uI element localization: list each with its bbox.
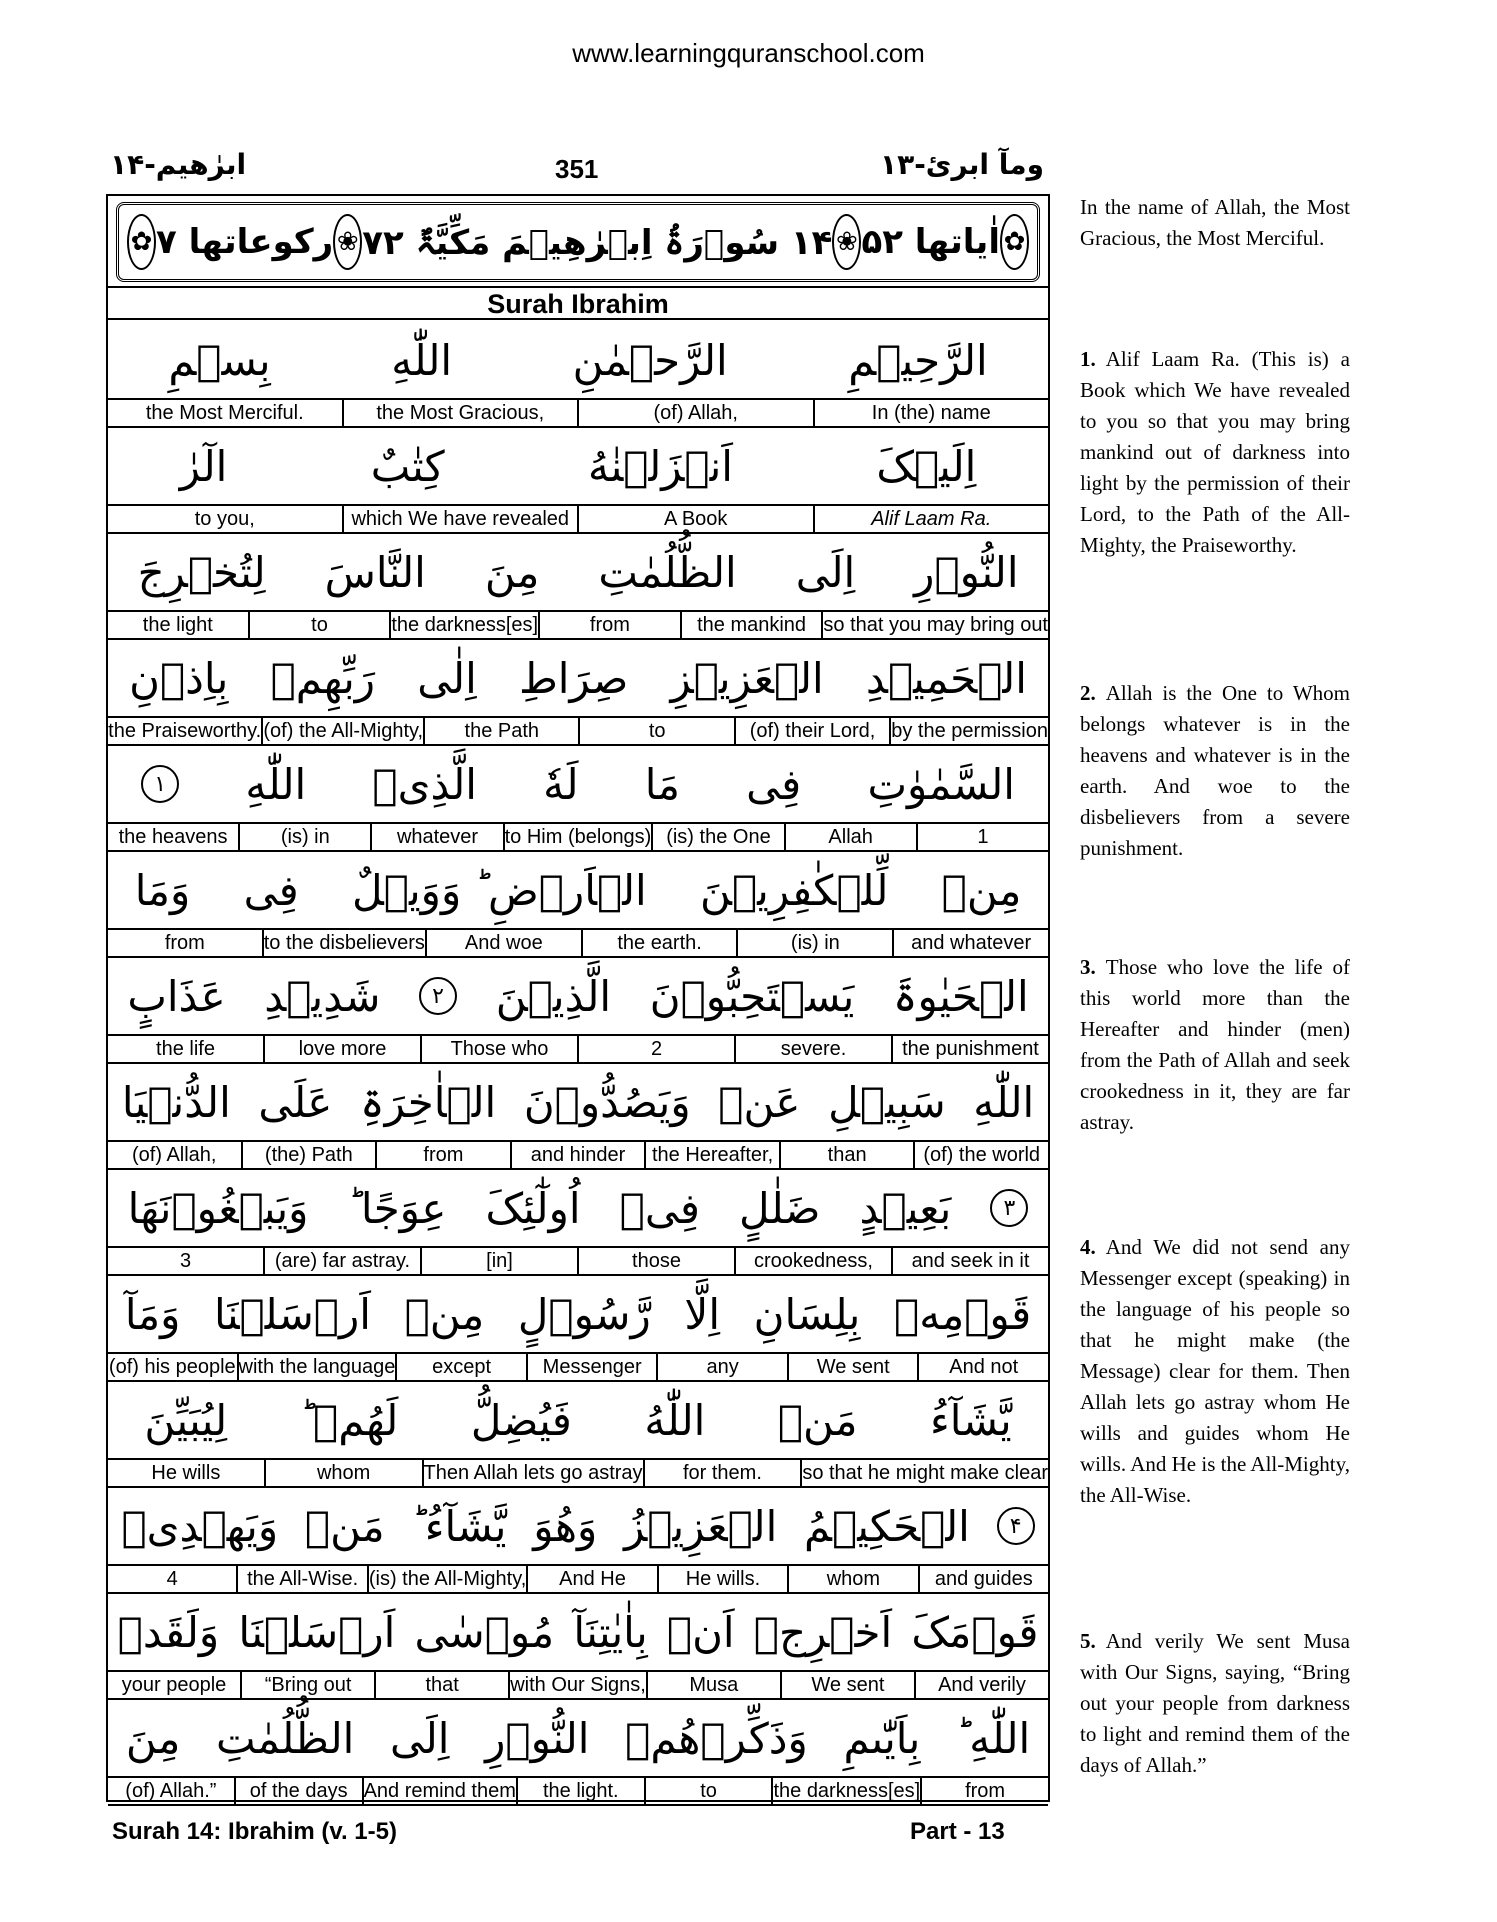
translation-text: Alif Laam Ra. (This is) a Book which We have revealed to you so that you may bring mankind out of darkness into light by the permission of their Lord, to the Path of the All-Mighty, the Praiseworthy. bbox=[1080, 347, 1350, 557]
word-translation: Messenger bbox=[526, 1354, 657, 1380]
ornament-icon: ✿ bbox=[1000, 214, 1029, 270]
verse-number: 1. bbox=[1080, 347, 1096, 371]
word-translation: the earth. bbox=[581, 930, 737, 956]
header-surah-name: ابرٰهیم-۱۴ bbox=[110, 148, 247, 181]
word-translation: and seek in it bbox=[891, 1248, 1048, 1274]
arabic-word: بِسۡمِ bbox=[168, 335, 271, 385]
translation-paragraph bbox=[1080, 1626, 1350, 1781]
arabic-word: الٓرٰ bbox=[179, 441, 228, 491]
arabic-word: عَذَابٍ bbox=[127, 971, 226, 1021]
arabic-word: اَرۡسَلۡنَا bbox=[238, 1607, 396, 1657]
translation-text: And verily We sent Musa with Our Signs, saying, “Bring out your people from darkness to light and remind them of the days of Allah.” bbox=[1080, 1629, 1350, 1777]
arabic-word: مِنَ bbox=[484, 547, 540, 597]
verse-row bbox=[108, 640, 1048, 748]
word-translation: Musa bbox=[646, 1672, 780, 1698]
arabic-word: وَیَهۡدِیۡ bbox=[121, 1501, 279, 1551]
word-translation: from bbox=[375, 1142, 510, 1168]
word-translation: He wills bbox=[151, 1462, 221, 1484]
verse-row bbox=[108, 1170, 1048, 1278]
arabic-word: صِرَاطِ bbox=[518, 653, 629, 703]
word-translation: (is) the One bbox=[651, 824, 783, 850]
arabic-words bbox=[108, 534, 1048, 612]
arabic-word: مِنَ bbox=[125, 1713, 181, 1763]
arabic-word: بِلِسَانِ bbox=[753, 1289, 861, 1339]
arabic-words bbox=[108, 322, 1048, 400]
arabic-word: عَلَی bbox=[258, 1077, 333, 1127]
word-translation: 1 bbox=[916, 824, 1048, 850]
arabic-word: اِلٰی bbox=[417, 653, 477, 703]
word-translation: (are) far astray. bbox=[263, 1248, 420, 1274]
arabic-word: قَوۡمَکَ bbox=[911, 1607, 1039, 1657]
arabic-word: بِاَیّٰىمِ bbox=[843, 1713, 921, 1763]
verse-row bbox=[108, 428, 1048, 536]
arabic-word: الرَّحِیۡمِ bbox=[848, 335, 988, 385]
footer-part: Part - 13 bbox=[910, 1818, 1005, 1845]
word-translation: We sent bbox=[787, 1354, 918, 1380]
word-translation: We sent bbox=[780, 1672, 914, 1698]
word-translations bbox=[108, 612, 1048, 640]
word-translation: (of) their Lord, bbox=[734, 718, 889, 744]
word-translation: from bbox=[538, 612, 680, 638]
word-translation: to the disbelievers bbox=[263, 932, 425, 954]
header-part-name: ومآ ابرئ-۱۳ bbox=[880, 148, 1045, 181]
arabic-words bbox=[108, 1064, 1048, 1142]
word-translation: so that he might make clear bbox=[802, 1462, 1048, 1484]
arabic-word: السَّمٰوٰتِ bbox=[867, 759, 1015, 809]
verse-row bbox=[108, 1064, 1048, 1172]
word-translation: (the) Path bbox=[241, 1142, 376, 1168]
arabic-word: النُّوۡرِ bbox=[485, 1713, 590, 1763]
verse-row bbox=[108, 1594, 1048, 1702]
arabic-word: رَّسُوۡلٍ bbox=[517, 1289, 651, 1339]
arabic-word: مَا bbox=[644, 759, 680, 809]
arabic-word: ضَلٰلٍ bbox=[739, 1183, 821, 1233]
arabic-words bbox=[108, 1170, 1048, 1248]
arabic-words bbox=[108, 1382, 1048, 1460]
verse-row bbox=[108, 1700, 1048, 1808]
word-translation: the Path bbox=[423, 718, 578, 744]
arabic-word: مَنۡ bbox=[304, 1501, 385, 1551]
word-translation: severe. bbox=[734, 1036, 891, 1062]
word-translation: 3 bbox=[179, 1250, 192, 1272]
word-translations bbox=[108, 1566, 1048, 1594]
word-translation: so that you may bring out bbox=[823, 614, 1048, 636]
arabic-words bbox=[108, 428, 1048, 506]
translation-paragraph bbox=[1080, 192, 1350, 254]
word-translation: He wills. bbox=[657, 1566, 787, 1592]
arabic-word: یَسۡتَحِبُّوۡنَ bbox=[649, 971, 855, 1021]
word-translation: to Him (belongs) bbox=[504, 826, 652, 848]
arabic-word: اللّٰهِ bbox=[245, 759, 307, 809]
arabic-word: اَرۡسَلۡنَا bbox=[214, 1289, 371, 1339]
arabic-word: الۡعَزِیۡزِ bbox=[670, 653, 824, 703]
arabic-word: وَهُوَ bbox=[533, 1501, 598, 1551]
banner-surah-heading: ۱۴ سُوۡرَۃُ اِبۡرٰهِیۡمَ مَکِّیَّۃٌ ۷۲ bbox=[362, 222, 833, 263]
ayah-number-marker: ۲ bbox=[419, 977, 457, 1015]
surah-title: Surah Ibrahim bbox=[108, 286, 1048, 320]
surah-banner bbox=[116, 202, 1040, 282]
word-translation: the life bbox=[156, 1038, 215, 1060]
translation-text: Allah is the One to Whom belongs whatever is in the heavens and whatever is in the earth. And woe to the disbelievers from a severe punishment. bbox=[1080, 681, 1350, 860]
translation-paragraph bbox=[1080, 678, 1350, 864]
verse-row bbox=[108, 534, 1048, 642]
word-translations bbox=[108, 1354, 1048, 1382]
word-translation: the Most Gracious, bbox=[342, 400, 578, 426]
word-translation: the light bbox=[142, 614, 213, 636]
word-translation: to bbox=[644, 1778, 772, 1804]
arabic-word: قَوۡمِهٖ bbox=[893, 1289, 1032, 1339]
arabic-word: النَّاسَ bbox=[324, 547, 426, 597]
ayah-number-marker: ۴ bbox=[997, 1507, 1035, 1545]
word-translation: (of) the All-Mighty, bbox=[263, 720, 424, 742]
word-translation: than bbox=[779, 1142, 914, 1168]
verse-row bbox=[108, 852, 1048, 960]
word-translation: 4 bbox=[166, 1568, 178, 1590]
word-translation: whom bbox=[264, 1460, 422, 1486]
verse-row bbox=[108, 746, 1048, 854]
arabic-word: عَنۡ bbox=[718, 1077, 801, 1127]
word-translation: the punishment bbox=[891, 1036, 1048, 1062]
verse-row bbox=[108, 1488, 1048, 1596]
arabic-word: فِی bbox=[243, 865, 299, 915]
arabic-words bbox=[108, 958, 1048, 1036]
word-translation: the darkness[es] bbox=[391, 614, 539, 636]
word-translation: to bbox=[248, 612, 390, 638]
translation-text: And We did not send any Messenger except (speaking) in the language of his people so that he might make (the Message) clear for them. Then Allah lets go astray whom He wills and guides whom He wills. And He is the All-Mighty, the All-Wise. bbox=[1080, 1235, 1350, 1507]
word-translation: Those who bbox=[420, 1036, 577, 1062]
quran-page-frame bbox=[106, 194, 1050, 1802]
arabic-words bbox=[108, 746, 1048, 824]
arabic-word: وَمَآ bbox=[124, 1289, 181, 1339]
word-translation: of the days bbox=[234, 1778, 362, 1804]
arabic-word: اللّٰهِ bbox=[391, 335, 453, 385]
arabic-word: لَهٗ bbox=[543, 759, 579, 809]
word-translation: (is) in bbox=[238, 824, 370, 850]
word-translation: (of) his people bbox=[108, 1356, 236, 1378]
word-translations bbox=[108, 506, 1048, 534]
arabic-word: اللّٰهُ bbox=[644, 1395, 706, 1445]
arabic-word: مِنۡ bbox=[941, 865, 1022, 915]
arabic-word: الۡحَمِیۡدِ bbox=[865, 653, 1027, 703]
word-translation: the Praiseworthy. bbox=[108, 720, 262, 742]
word-translation: those bbox=[577, 1248, 734, 1274]
verse-row bbox=[108, 1276, 1048, 1384]
word-translation: (of) Allah, bbox=[132, 1144, 217, 1166]
arabic-word: وَذَکِّرۡهُمۡ bbox=[625, 1713, 808, 1763]
word-translation: the mankind bbox=[680, 612, 822, 638]
word-translation: crookedness, bbox=[734, 1248, 891, 1274]
translation-paragraph bbox=[1080, 344, 1350, 561]
verse-row bbox=[108, 322, 1048, 430]
verse-number: 4. bbox=[1080, 1235, 1096, 1259]
word-translation: (of) Allah.” bbox=[125, 1780, 217, 1802]
word-translation: (of) the world bbox=[913, 1142, 1048, 1168]
arabic-word: وَیَبۡغُوۡنَهَا bbox=[127, 1183, 309, 1233]
word-translation: any bbox=[656, 1354, 787, 1380]
arabic-word: بَعِیۡدٍ bbox=[859, 1183, 952, 1233]
word-translation: 2 bbox=[577, 1036, 734, 1062]
arabic-words bbox=[108, 852, 1048, 930]
page-number: 351 bbox=[555, 154, 599, 184]
word-translation: In (the) name bbox=[813, 400, 1049, 426]
word-translation: And not bbox=[917, 1354, 1048, 1380]
word-translation: the darkness[es] bbox=[773, 1780, 921, 1802]
arabic-word: الدُّنۡیَا bbox=[121, 1077, 231, 1127]
word-translations bbox=[108, 1036, 1048, 1064]
site-url: www.learningquranschool.com bbox=[572, 38, 925, 68]
word-translation: (is) in bbox=[736, 930, 892, 956]
arabic-word: الۡحَیٰوۃَ bbox=[892, 971, 1029, 1021]
ornament-icon: ❀ bbox=[832, 214, 861, 270]
word-translations bbox=[108, 1778, 1048, 1806]
ayah-number-marker: ۳ bbox=[990, 1189, 1028, 1227]
word-translation: love more bbox=[263, 1036, 420, 1062]
word-translation: And He bbox=[526, 1566, 656, 1592]
translation-paragraph bbox=[1080, 952, 1350, 1138]
verse-number: 2. bbox=[1080, 681, 1096, 705]
word-translations bbox=[108, 824, 1048, 852]
word-translation: which We have revealed bbox=[342, 506, 578, 532]
arabic-word: شَدِیۡدِ bbox=[264, 971, 381, 1021]
arabic-word: اللّٰهِ ؕ bbox=[955, 1713, 1031, 1763]
word-translation: with the language bbox=[238, 1356, 396, 1378]
arabic-word: فِی bbox=[746, 759, 802, 809]
word-translations bbox=[108, 400, 1048, 428]
arabic-word: وَلَقَدۡ bbox=[117, 1607, 220, 1657]
arabic-word: مِنۡ bbox=[404, 1289, 485, 1339]
word-translation: for them. bbox=[643, 1460, 801, 1486]
arabic-word: بِاِذۡنِ bbox=[129, 653, 229, 703]
arabic-word: اَخۡرِجۡ bbox=[753, 1607, 893, 1657]
word-translation: and guides bbox=[918, 1566, 1048, 1592]
word-translation: the Hereafter, bbox=[644, 1142, 779, 1168]
arabic-word: الۡاَرۡضِ ؕ وَوَیۡلٌ bbox=[351, 865, 647, 915]
arabic-word: اللّٰهِ bbox=[973, 1077, 1035, 1127]
arabic-word: لِیُبَیِّنَ bbox=[144, 1395, 228, 1445]
word-translations bbox=[108, 930, 1048, 958]
word-translation: And woe bbox=[425, 930, 581, 956]
word-translation: and whatever bbox=[892, 930, 1048, 956]
word-translation: and hinder bbox=[510, 1142, 645, 1168]
arabic-words bbox=[108, 1276, 1048, 1354]
arabic-word: الۡحَکِیۡمُ bbox=[804, 1501, 970, 1551]
arabic-words bbox=[108, 1700, 1048, 1778]
arabic-word: عِوَجًا ؕ bbox=[347, 1183, 447, 1233]
arabic-word: یَّشَآءُ bbox=[930, 1395, 1012, 1445]
arabic-word: رَبِّهِمۡ bbox=[270, 653, 376, 703]
word-translation: by the permission bbox=[891, 720, 1048, 742]
word-translations bbox=[108, 718, 1048, 746]
arabic-word: وَیَصُدُّوۡنَ bbox=[523, 1077, 691, 1127]
word-translation: [in] bbox=[420, 1248, 577, 1274]
word-translations bbox=[108, 1248, 1048, 1276]
word-translation: to bbox=[578, 718, 733, 744]
word-translation: And verily bbox=[914, 1672, 1048, 1698]
word-translation: (is) the All-Mighty, bbox=[368, 1568, 527, 1590]
arabic-words bbox=[108, 1594, 1048, 1672]
arabic-word: اِلَی bbox=[795, 547, 856, 597]
ayah-number-marker: ۱ bbox=[141, 765, 179, 803]
arabic-word: فَیُضِلُّ bbox=[470, 1395, 572, 1445]
arabic-word: لِّلۡکٰفِرِیۡنَ bbox=[699, 865, 889, 915]
arabic-word: یَّشَآءُ ؕ bbox=[411, 1501, 507, 1551]
word-translations bbox=[108, 1460, 1048, 1488]
footer-surah-range: Surah 14: Ibrahim (v. 1-5) bbox=[112, 1818, 397, 1845]
arabic-word: اَنۡ bbox=[666, 1607, 735, 1657]
word-translation: Allah bbox=[784, 824, 916, 850]
arabic-word: فِیۡ bbox=[619, 1183, 700, 1233]
verse-number: 5. bbox=[1080, 1629, 1096, 1653]
word-translation: from bbox=[164, 932, 205, 954]
word-translation: the light. bbox=[516, 1778, 644, 1804]
word-translation: whom bbox=[787, 1566, 917, 1592]
banner-ruku-count: رکوعاتھا ۷ bbox=[156, 222, 334, 262]
word-translation: “Bring out bbox=[240, 1672, 374, 1698]
arabic-words bbox=[108, 640, 1048, 718]
translation-paragraph bbox=[1080, 1232, 1350, 1511]
word-translation: And remind them bbox=[363, 1780, 516, 1802]
verse-number: 3. bbox=[1080, 955, 1096, 979]
arabic-word: الَّذِیۡنَ bbox=[495, 971, 612, 1021]
arabic-word: الۡعَزِیۡزُ bbox=[624, 1501, 778, 1551]
ornament-icon: ✿ bbox=[127, 214, 156, 270]
arabic-word: مُوۡسٰی bbox=[414, 1607, 555, 1657]
arabic-word: اُولٰٓئِکَ bbox=[485, 1183, 581, 1233]
arabic-word: سَبِیۡلِ bbox=[828, 1077, 946, 1127]
arabic-words bbox=[108, 1488, 1048, 1566]
arabic-word: وَمَا bbox=[134, 865, 191, 915]
arabic-word: النُّوۡرِ bbox=[914, 547, 1019, 597]
word-translation: the heavens bbox=[118, 826, 228, 848]
arabic-word: اَنۡزَلۡنٰهُ bbox=[588, 441, 733, 491]
word-translation: Then Allah lets go astray bbox=[423, 1462, 643, 1484]
arabic-word: الظُّلُمٰتِ bbox=[215, 1713, 355, 1763]
word-translations bbox=[108, 1142, 1048, 1170]
word-translation: that bbox=[374, 1672, 508, 1698]
word-translation: to you, bbox=[194, 508, 255, 530]
word-translation: the All-Wise. bbox=[236, 1566, 366, 1592]
arabic-word: کِتٰبٌ bbox=[370, 441, 445, 491]
word-translation: Alif Laam Ra. bbox=[813, 506, 1049, 532]
translation-text: In the name of Allah, the Most Gracious, the Most Merciful. bbox=[1080, 195, 1350, 250]
arabic-word: مَنۡ bbox=[777, 1395, 858, 1445]
word-translation: whatever bbox=[370, 824, 502, 850]
arabic-word: الرَّحۡمٰنِ bbox=[572, 335, 728, 385]
verse-row bbox=[108, 1382, 1048, 1490]
arabic-word: اِلَّا bbox=[684, 1289, 721, 1339]
translation-text: Those who love the life of this world more than the Hereafter and hinder (men) from the Path of Allah and seek crookedness in it, they are far astray. bbox=[1080, 955, 1350, 1134]
word-translation: with Our Signs, bbox=[510, 1674, 646, 1696]
arabic-word: الظُّلُمٰتِ bbox=[598, 547, 737, 597]
ornament-icon: ❀ bbox=[333, 214, 362, 270]
arabic-word: اِلَیۡکَ bbox=[876, 441, 977, 491]
word-translation: from bbox=[920, 1778, 1048, 1804]
banner-ayah-count: اٰیاتھا ۵۲ bbox=[861, 222, 1000, 262]
word-translation: the Most Merciful. bbox=[145, 402, 304, 424]
word-translation: except bbox=[395, 1354, 526, 1380]
arabic-word: لِتُخۡرِجَ bbox=[137, 547, 266, 597]
word-translation: your people bbox=[121, 1674, 227, 1696]
word-translations bbox=[108, 1672, 1048, 1700]
arabic-word: الۡاٰخِرَۃِ bbox=[359, 1077, 497, 1127]
verse-row bbox=[108, 958, 1048, 1066]
arabic-word: بِاٰیٰتِنَآ bbox=[573, 1607, 648, 1657]
word-translation: (of) Allah, bbox=[577, 400, 813, 426]
arabic-word: اِلَی bbox=[390, 1713, 450, 1763]
arabic-word: الَّذِیۡ bbox=[372, 759, 477, 809]
word-translation: A Book bbox=[577, 506, 813, 532]
arabic-word: لَهُمۡ ؕ bbox=[299, 1395, 399, 1445]
